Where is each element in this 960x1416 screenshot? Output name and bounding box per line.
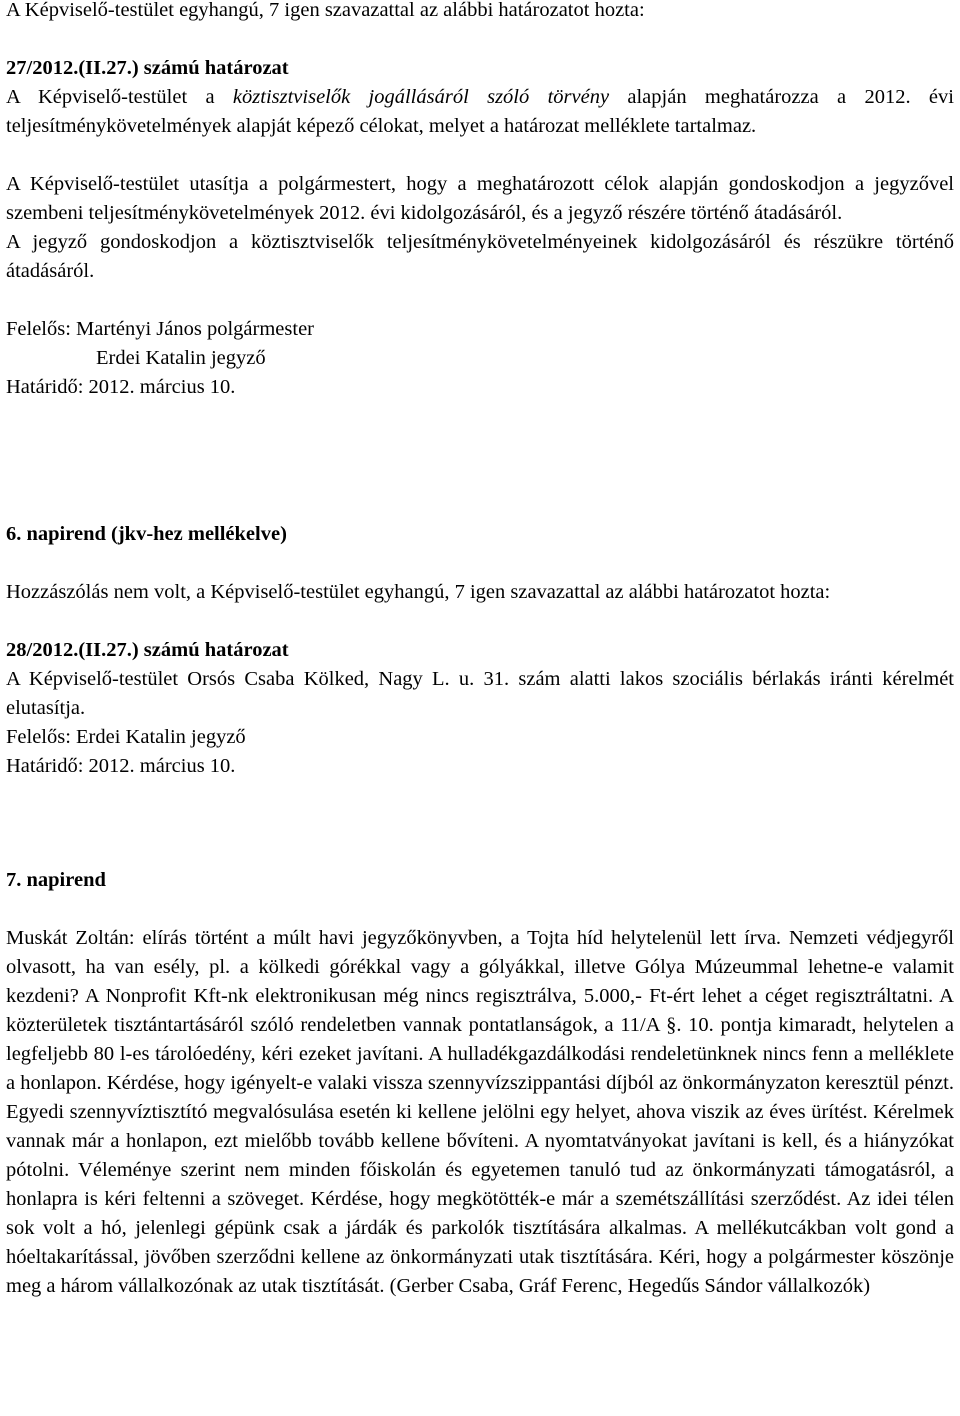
discussion-paragraph: Muskát Zoltán: elírás történt a múlt havi jegyzőkönyvben, a Tojta híd helytelenül lett írva. Nemzeti védjegyről olvasott, ha van esély, pl. a kölkedi górékkal vagy a gólyákkal, illetve Gólya Múzeummal lehetne-e valamit kezdeni? A Nonprofit Kft-nk elektronikusan még nincs regisztrálva, 5.000,- Ft-ért lehet a céget regisztráltatni. A közterületek tisztántartásáról szóló rendeletben vannak pontatlanságok, a 11/A §. 10. pontja kimaradt, helytelen a legfeljebb 80 l-es tárolóedény, kéri ezeket javítani. A hulladékgazdálkodási rendeletünknek nincs fenn a melléklete a honlapon. Kérdése, hogy igényelt-e valaki vissza szennyvízszippantási díjból az önkormányzaton keresztül pénzt. Egyedi szennyvíztisztító megvalósulása esetén ki kellene jelölni egy helyet, ahova viszik az éves ürítést. Kérelmek vannak már a honlapon, ezt mielőbb tovább kellene bővíteni. A nyomtatványokat javítani is kell, és a hiányzókat pótolni. Véleménye szerint nem minden főiskolán és egyetemen tanuló tud az önkormányzati támogatásról, a honlapra is kéri feltenni a szöveget. Kérdése, hogy megkötötték-e már a szemétszállítási szerződést. Az idei télen sok volt a hó, jelenlegi gépünk csak a járdák és parkolók tisztítására alkalmas. A mellékutcákban volt gond a hóeltakarítással, jövőben szerződni kellene az önkormányzati utak tisztítására. Kéri, hogy a polgármester köszönje meg a három vállalkozónak az utak tisztítását. (Gerber Csaba, Gráf Ferenc, Hegedűs Sándor vállalkozók) [6,927,954,1297]
responsible-line: Felelős: Erdei Katalin jegyző [6,726,246,748]
responsible-line-2: Erdei Katalin jegyző [96,347,266,369]
deadline-line: Határidő: 2012. március 10. [6,376,236,398]
resolution-body [6,83,954,141]
agenda-number: 6. napirend [6,523,106,545]
resolution-title: 28/2012.(II.27.) számú határozat [6,639,289,661]
law-reference: köztisztviselők jogállásáról szóló törvény [232,86,610,108]
section-agenda-6 [6,520,954,781]
responsible-line: Felelős: Martényi János polgármester [6,318,315,340]
instruction-paragraph: A Képviselő-testület utasítja a polgármestert, hogy a meghatározott célok alapján gondoskodjon a jegyzővel szembeni teljesítménykövetelmények 2012. évi kidolgozásáról, és a jegyző részére történő átadásáról. [6,173,954,224]
section-resolution-27 [6,0,954,402]
resolution-title: 27/2012.(II.27.) számú határozat [6,57,289,79]
agenda-heading [6,520,954,549]
resolution-body-end: alapján meghatározza a 2012. évi teljesítménykövetelmények alapját képező célokat, melyet a határozat melléklete tartalmaz. [6,86,954,137]
notary-paragraph: A jegyző gondoskodjon a köztisztviselők teljesítménykövetelményeinek kidolgozásáról és részükre történő átadásáról. [6,231,954,282]
intro-text: Hozzászólás nem volt, a Képviselő-testület egyhangú, 7 igen szavazattal az alábbi határozatot hozta: [6,581,831,603]
intro-text: A Képviselő-testület egyhangú, 7 igen szavazattal az alábbi határozatot hozta: [6,0,645,21]
deadline-line: Határidő: 2012. március 10. [6,755,236,777]
resolution-body: A Képviselő-testület Orsós Csaba Kölked, Nagy L. u. 31. szám alatti lakos szociális bérlakás iránti kérelmét elutasítja. [6,668,954,719]
section-agenda-7 [6,866,954,1301]
resolution-body-start: A Képviselő-testület a [6,86,233,108]
agenda-heading: 7. napirend [6,869,106,891]
agenda-note: (jkv-hez mellékelve) [105,523,287,545]
